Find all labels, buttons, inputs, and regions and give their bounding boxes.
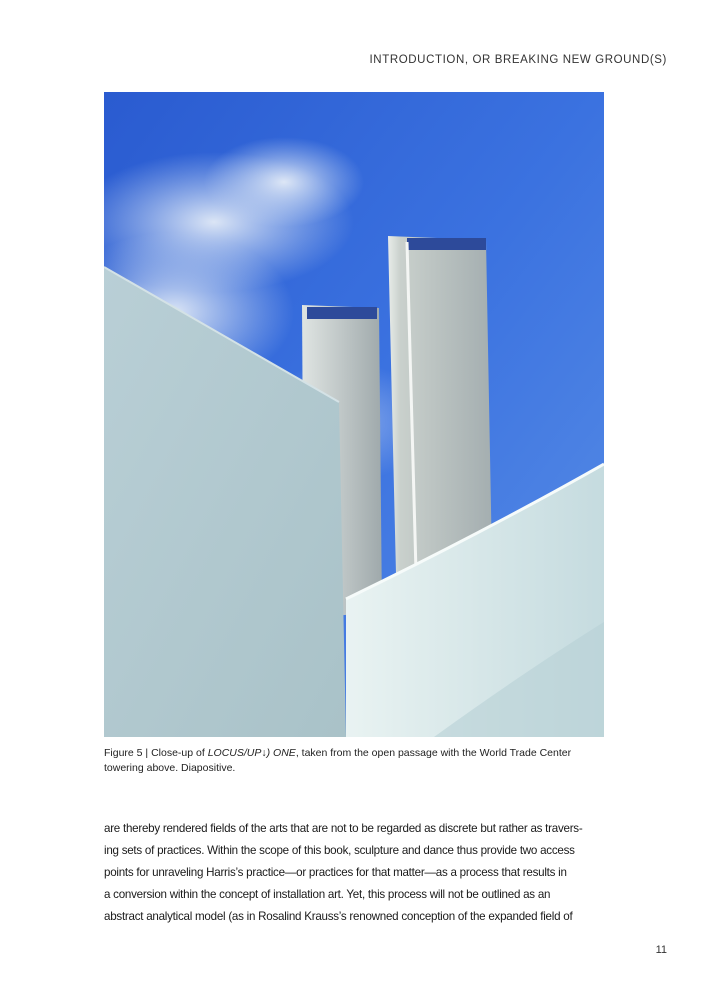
figure-caption — [104, 746, 624, 776]
body-line: a conversion within the concept of installation art. Yet, this process will not be outlined as an — [104, 888, 551, 901]
figure-photo — [104, 92, 604, 737]
body-line: abstract analytical model (as in Rosalind Krauss’s renowned conception of the expanded field of — [104, 910, 573, 923]
caption-work-title: LOCUS/UP↓) ONE — [207, 747, 296, 759]
running-head: INTRODUCTION, OR BREAKING NEW GROUND(S) — [369, 54, 667, 66]
body-paragraph — [104, 818, 604, 928]
page-number: 11 — [655, 944, 667, 956]
body-line: points for unraveling Harris’s practice—or practices for that matter—as a process that results in — [104, 866, 567, 879]
body-line: ing sets of practices. Within the scope of this book, sculpture and dance thus provide two access — [104, 844, 575, 857]
caption-prefix: Figure 5 | Close-up of — [104, 747, 208, 759]
caption-rest: , taken from the open passage with the World Trade Center — [295, 747, 572, 759]
caption-line-2: towering above. Diapositive. — [104, 762, 236, 774]
photo-world-trade-center — [104, 92, 604, 737]
body-line: are thereby rendered fields of the arts that are not to be regarded as discrete but rather as travers- — [104, 822, 583, 835]
